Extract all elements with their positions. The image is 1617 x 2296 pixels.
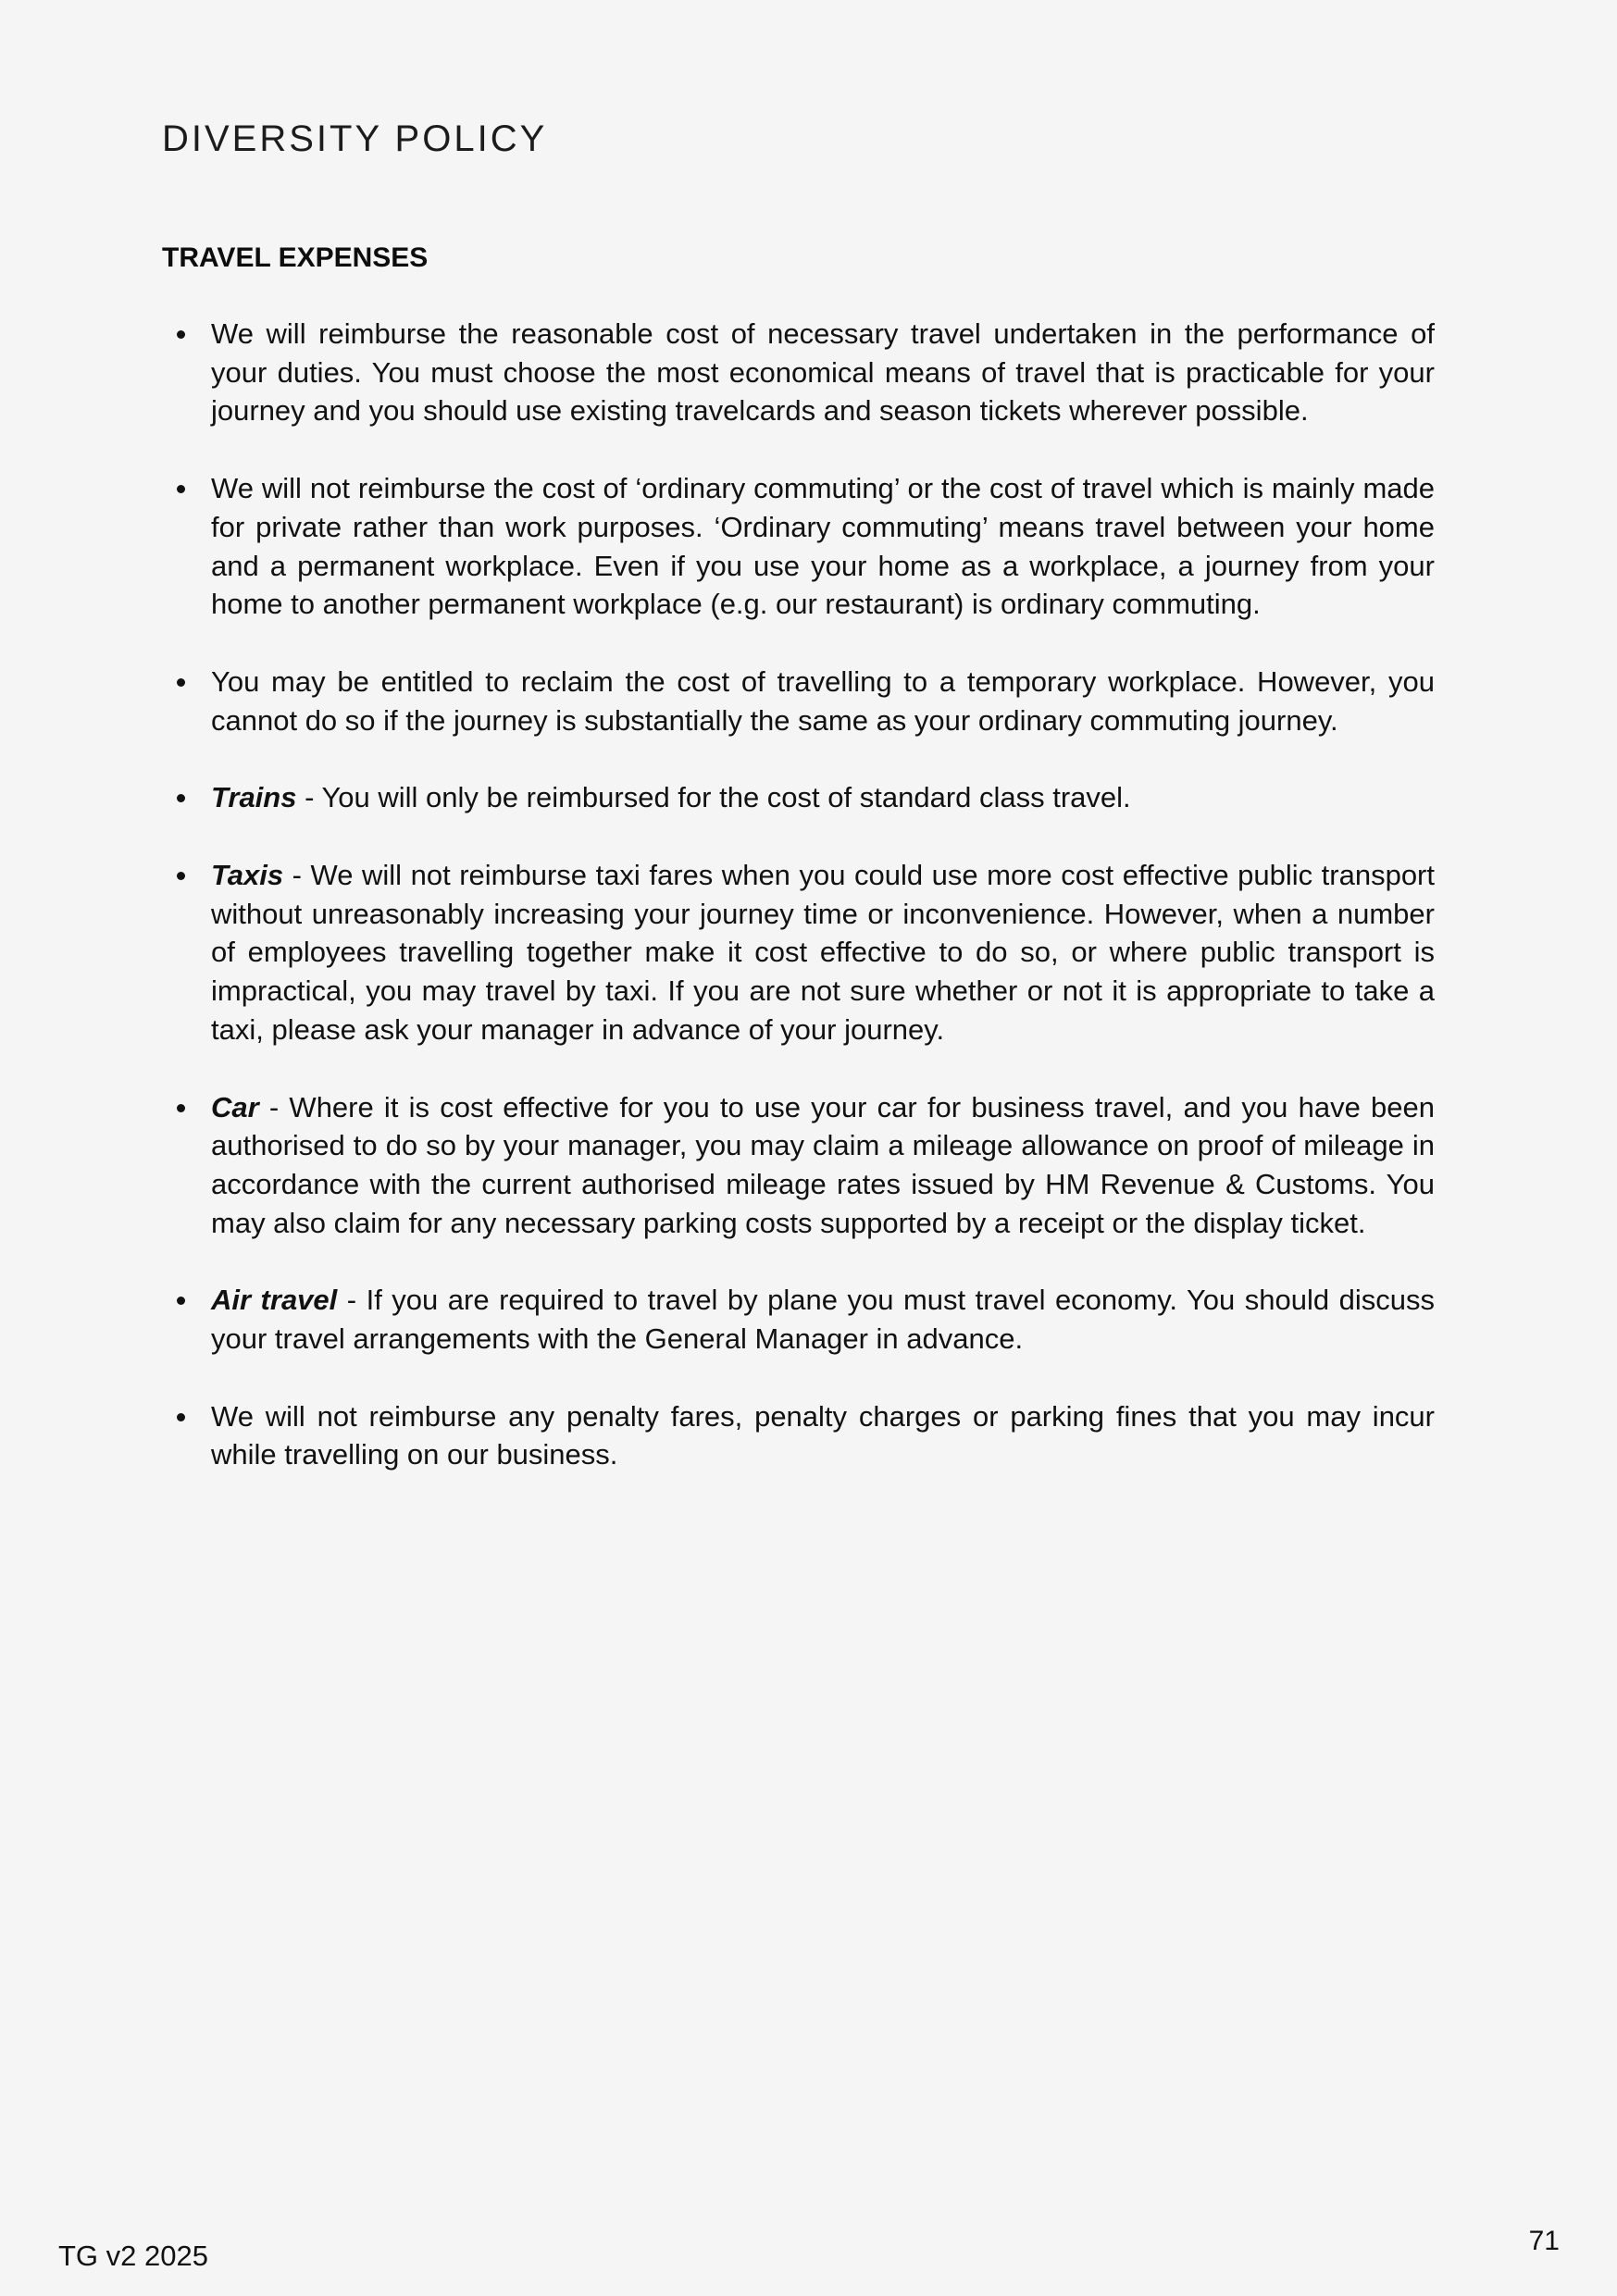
list-item [162, 1088, 1435, 1243]
bullet-icon [177, 485, 185, 493]
bullet-icon [177, 872, 185, 880]
bullet-icon [177, 1297, 185, 1305]
list-item [162, 1397, 1435, 1474]
list-item [162, 469, 1435, 624]
list-item-lead: Car [211, 1090, 259, 1123]
list-item-text: - You will only be reimbursed for the cost of standard class travel. [296, 781, 1131, 814]
list-item-lead: Trains [211, 781, 297, 814]
list-item [162, 315, 1435, 430]
list-item-text: - We will not reimburse taxi fares when you could use more cost effective public transport without unreasonably increasing your journey time or inconvenience. However, when a number of employees travelling together make it cost effective to do so, or where public transport is impractical, you may travel by taxi. If you are not sure whether or not it is appropriate to take a taxi, please ask your manager in advance of your journey. [211, 859, 1435, 1046]
list-item-text: We will not reimburse any penalty fares, penalty charges or parking fines that you may incur while travelling on our business. [211, 1399, 1435, 1471]
list-item-text: We will reimburse the reasonable cost of necessary travel undertaken in the performance of your duties. You must choose the most economical means of travel that is practicable for your journey and you should use existing travelcards and season tickets wherever possible. [211, 317, 1435, 428]
bullet-icon [177, 1413, 185, 1421]
list-item-lead: Taxis [211, 859, 284, 892]
footer-doc-id: TG v2 2025 [58, 2240, 208, 2272]
list-item [162, 856, 1435, 1049]
page-title: DIVERSITY POLICY [162, 118, 548, 159]
bullet-icon [177, 794, 185, 802]
list-item-text: - Where it is cost effective for you to use your car for business travel, and you have been authorised to do so by your manager, you may claim a mileage allowance on proof of mileage in accordance with the current authorised mileage rates issued by HM Revenue & Customs. You may also claim for any necessary parking costs supported by a receipt or the display ticket. [211, 1090, 1435, 1239]
list-item [162, 1281, 1435, 1358]
page-number: 71 [1528, 2226, 1560, 2256]
list-item-text: You may be entitled to reclaim the cost of travelling to a temporary workplace. However, you cannot do so if the journey is substantially the same as your ordinary commuting journey. [211, 664, 1435, 737]
list-item-lead: Air travel [211, 1284, 338, 1317]
list-item-text: - If you are required to travel by plane you must travel economy. You should discuss your travel arrangements with the General Manager in advance. [211, 1284, 1435, 1356]
bullet-icon [177, 678, 185, 687]
list-item [162, 663, 1435, 739]
bullet-icon [177, 330, 185, 339]
bullet-list [162, 315, 1435, 1513]
bullet-icon [177, 1104, 185, 1112]
list-item [162, 778, 1435, 817]
list-item-text: We will not reimburse the cost of ‘ordinary commuting’ or the cost of travel which is mainly made for private rather than work purposes. ‘Ordinary commuting’ means travel between your home and a permanent workplace. Even if you use your home as a workplace, a journey from your home to another permanent workplace (e.g. our restaurant) is ordinary commuting. [211, 472, 1435, 621]
section-heading: TRAVEL EXPENSES [162, 242, 429, 273]
